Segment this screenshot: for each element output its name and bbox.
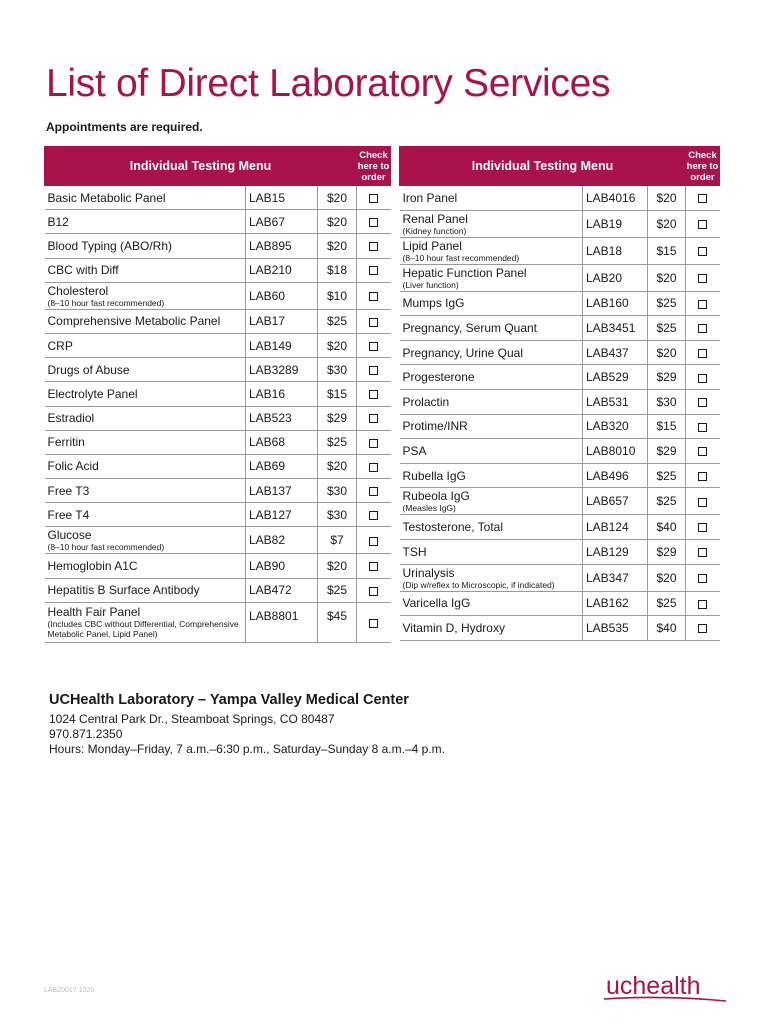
test-price: $15 [318, 382, 357, 406]
test-code: LAB3289 [246, 358, 318, 382]
test-name-cell [45, 186, 246, 210]
order-checkbox-cell [357, 234, 391, 258]
test-name-cell [45, 406, 246, 430]
test-code: LAB69 [246, 454, 318, 478]
test-price: $40 [648, 616, 686, 641]
test-name-cell [45, 454, 246, 478]
right-test-row [400, 488, 720, 515]
test-name: Protime/INR [402, 419, 468, 434]
page-title: List of Direct Laboratory Services [46, 62, 611, 105]
test-price: $30 [648, 389, 686, 414]
test-price: $40 [648, 515, 686, 540]
left-test-row [45, 454, 391, 478]
test-name: Prolactin [402, 394, 450, 409]
left-test-table [44, 146, 391, 643]
right-test-row [400, 291, 720, 316]
test-code: LAB895 [246, 234, 318, 258]
test-code: LAB18 [583, 237, 648, 264]
order-checkbox-cell [357, 282, 391, 309]
test-code: LAB162 [583, 591, 648, 616]
order-checkbox-cell [686, 316, 720, 341]
order-checkbox[interactable] [369, 342, 378, 351]
order-checkbox[interactable] [369, 292, 378, 301]
test-name-cell [400, 340, 583, 365]
test-note: (Kidney function) [402, 225, 467, 236]
test-name-cell [400, 564, 583, 591]
order-checkbox-cell [357, 258, 391, 282]
test-name-cell [400, 591, 583, 616]
order-checkbox-cell [686, 488, 720, 515]
test-note: (8–10 hour fast recommended) [47, 542, 165, 553]
test-price: $20 [318, 554, 357, 578]
test-code: LAB124 [583, 515, 648, 540]
right-test-row [400, 616, 720, 641]
order-checkbox[interactable] [698, 472, 707, 481]
test-code: LAB657 [583, 488, 648, 515]
left-table-header [45, 147, 391, 186]
test-name-cell [45, 333, 246, 357]
left-test-row [45, 309, 391, 333]
test-name-cell [400, 365, 583, 390]
test-code: LAB529 [583, 365, 648, 390]
test-name: Cholesterol [47, 283, 109, 298]
order-checkbox-cell [357, 479, 391, 503]
document-id: LAB20017 1020 [44, 987, 95, 994]
test-price: $20 [318, 234, 357, 258]
test-price: $25 [648, 463, 686, 488]
test-code: LAB531 [583, 389, 648, 414]
right-test-row [400, 237, 720, 264]
order-checkbox-cell [686, 515, 720, 540]
order-checkbox-cell [686, 340, 720, 365]
order-checkbox[interactable] [369, 366, 378, 375]
order-checkbox-cell [357, 210, 391, 234]
left-test-row [45, 503, 391, 527]
right-test-row [400, 264, 720, 291]
test-code: LAB8801 [246, 602, 318, 642]
left-test-row [45, 186, 391, 210]
test-price: $30 [318, 503, 357, 527]
right-header-check: Check here to order [686, 147, 720, 186]
test-name-cell [45, 602, 246, 642]
test-name-cell [400, 389, 583, 414]
test-price: $10 [318, 282, 357, 309]
order-checkbox-cell [357, 358, 391, 382]
order-checkbox[interactable] [698, 220, 707, 229]
test-name-cell [45, 210, 246, 234]
test-code: LAB149 [246, 333, 318, 357]
order-checkbox-cell [686, 564, 720, 591]
test-price: $30 [318, 358, 357, 382]
order-checkbox-cell [686, 237, 720, 264]
right-test-row [400, 463, 720, 488]
test-code: LAB129 [583, 539, 648, 564]
appointments-note: Appointments are required. [46, 120, 203, 134]
order-checkbox[interactable] [369, 463, 378, 472]
left-test-row [45, 554, 391, 578]
test-name: Pregnancy, Serum Quant [402, 320, 538, 335]
test-name-cell [400, 539, 583, 564]
left-test-row [45, 234, 391, 258]
uchealth-logo [604, 968, 728, 1004]
left-test-row [45, 602, 391, 642]
order-checkbox[interactable] [698, 423, 707, 432]
order-checkbox[interactable] [698, 324, 707, 333]
test-name: Ferritin [47, 435, 85, 450]
test-code: LAB16 [246, 382, 318, 406]
test-name-cell [45, 234, 246, 258]
right-test-row [400, 210, 720, 237]
order-checkbox[interactable] [369, 218, 378, 227]
test-note: (8–10 hour fast recommended) [402, 252, 520, 263]
order-checkbox[interactable] [369, 487, 378, 496]
test-note: (Dip w/reflex to Microscopic, if indicated) [402, 579, 555, 590]
order-checkbox-cell [357, 430, 391, 454]
order-checkbox[interactable] [698, 194, 707, 203]
test-price: $20 [648, 564, 686, 591]
test-code: LAB347 [583, 564, 648, 591]
left-header-title: Individual Testing Menu [45, 147, 357, 186]
test-name-cell [400, 291, 583, 316]
test-name: Folic Acid [47, 459, 99, 474]
left-test-row [45, 578, 391, 602]
test-code: LAB19 [583, 210, 648, 237]
order-checkbox-cell [686, 186, 720, 211]
test-name-cell [400, 316, 583, 341]
order-checkbox-cell [686, 264, 720, 291]
right-test-row [400, 365, 720, 390]
left-test-row [45, 282, 391, 309]
order-checkbox-cell [686, 591, 720, 616]
order-checkbox[interactable] [698, 247, 707, 256]
test-price: $29 [648, 365, 686, 390]
test-name: Renal Panel [402, 211, 468, 226]
test-name: Glucose [47, 528, 92, 543]
test-name: CBC with Diff [47, 263, 119, 278]
right-test-row [400, 389, 720, 414]
test-price: $15 [648, 237, 686, 264]
test-price: $25 [648, 316, 686, 341]
order-checkbox-cell [357, 602, 391, 642]
order-checkbox[interactable] [369, 562, 378, 571]
test-code: LAB3451 [583, 316, 648, 341]
order-checkbox[interactable] [369, 414, 378, 423]
order-checkbox-cell [357, 527, 391, 554]
order-checkbox-cell [357, 503, 391, 527]
test-name: Testosterone, Total [402, 520, 504, 535]
right-test-table [399, 146, 720, 641]
test-code: LAB67 [246, 210, 318, 234]
left-test-row [45, 479, 391, 503]
order-checkbox[interactable] [698, 600, 707, 609]
right-test-row [400, 316, 720, 341]
test-name: Iron Panel [402, 190, 458, 205]
left-test-row [45, 358, 391, 382]
test-note: (8–10 hour fast recommended) [47, 297, 165, 308]
test-price: $20 [648, 264, 686, 291]
order-checkbox-cell [357, 578, 391, 602]
right-test-row [400, 591, 720, 616]
order-checkbox-cell [357, 406, 391, 430]
test-note: (Includes CBC without Differential, Comprehensive Metabolic Panel, Lipid Panel) [47, 619, 239, 640]
order-checkbox[interactable] [698, 574, 707, 583]
right-test-row [400, 340, 720, 365]
order-checkbox-cell [357, 382, 391, 406]
test-name: Free T3 [47, 483, 90, 498]
test-name-cell [45, 258, 246, 282]
order-checkbox[interactable] [698, 274, 707, 283]
order-checkbox[interactable] [698, 523, 707, 532]
order-checkbox-cell [686, 210, 720, 237]
test-name-cell [400, 237, 583, 264]
test-name-cell [45, 309, 246, 333]
lab-hours: Hours: Monday–Friday, 7 a.m.–6:30 p.m., Saturday–Sunday 8 a.m.–4 p.m. [49, 742, 445, 756]
right-table-header [400, 147, 720, 186]
test-name-cell [45, 430, 246, 454]
test-name-cell [45, 503, 246, 527]
order-checkbox[interactable] [369, 194, 378, 203]
order-checkbox-cell [686, 389, 720, 414]
test-name-cell [400, 210, 583, 237]
order-checkbox[interactable] [698, 349, 707, 358]
left-test-row [45, 527, 391, 554]
test-code: LAB496 [583, 463, 648, 488]
test-name-cell [45, 479, 246, 503]
test-name: PSA [402, 443, 427, 458]
left-header-check: Check here to order [357, 147, 391, 186]
test-name: Pregnancy, Urine Qual [402, 345, 524, 360]
lab-contact [49, 692, 445, 757]
test-name-cell [400, 186, 583, 211]
right-test-row [400, 414, 720, 439]
order-checkbox-cell [357, 554, 391, 578]
order-checkbox[interactable] [698, 624, 707, 633]
test-name: Drugs of Abuse [47, 362, 130, 377]
order-checkbox[interactable] [369, 242, 378, 251]
test-price: $18 [318, 258, 357, 282]
test-price: $20 [318, 333, 357, 357]
test-name: Comprehensive Metabolic Panel [47, 314, 221, 329]
order-checkbox-cell [357, 309, 391, 333]
test-price: $20 [648, 340, 686, 365]
test-name-cell [400, 463, 583, 488]
test-name-cell [45, 578, 246, 602]
test-code: LAB8010 [583, 439, 648, 464]
test-code: LAB20 [583, 264, 648, 291]
test-name: Hepatic Function Panel [402, 265, 527, 280]
test-name-cell [45, 282, 246, 309]
order-checkbox[interactable] [698, 548, 707, 557]
test-price: $20 [648, 210, 686, 237]
test-name: Basic Metabolic Panel [47, 190, 166, 205]
test-price: $30 [318, 479, 357, 503]
order-checkbox[interactable] [369, 511, 378, 520]
test-code: LAB127 [246, 503, 318, 527]
order-checkbox[interactable] [369, 266, 378, 275]
test-name-cell [400, 515, 583, 540]
right-test-row [400, 539, 720, 564]
order-checkbox-cell [686, 539, 720, 564]
right-test-row [400, 439, 720, 464]
order-checkbox[interactable] [369, 439, 378, 448]
test-code: LAB210 [246, 258, 318, 282]
test-code: LAB15 [246, 186, 318, 210]
test-name-cell [45, 554, 246, 578]
test-name: Hemoglobin A1C [47, 559, 138, 574]
order-checkbox-cell [686, 365, 720, 390]
test-name: Vitamin D, Hydroxy [402, 620, 505, 635]
lab-name: UCHealth Laboratory – Yampa Valley Medical Center [49, 692, 409, 708]
test-code: LAB60 [246, 282, 318, 309]
test-code: LAB82 [246, 527, 318, 554]
order-checkbox-cell [357, 454, 391, 478]
test-name-cell [45, 358, 246, 382]
test-name: Electrolyte Panel [47, 386, 138, 401]
order-checkbox[interactable] [698, 374, 707, 383]
order-checkbox[interactable] [698, 300, 707, 309]
order-checkbox[interactable] [698, 498, 707, 507]
test-name: Urinalysis [402, 565, 455, 580]
test-name: B12 [47, 214, 69, 229]
test-note: (Measles IgG) [402, 503, 456, 514]
order-checkbox[interactable] [369, 537, 378, 546]
test-price: $20 [318, 186, 357, 210]
test-price: $29 [318, 406, 357, 430]
lab-address: 1024 Central Park Dr., Steamboat Springs, CO 80487 [49, 712, 335, 726]
order-checkbox[interactable] [369, 390, 378, 399]
order-checkbox[interactable] [369, 318, 378, 327]
test-name-cell [45, 382, 246, 406]
test-name: Estradiol [47, 411, 95, 426]
test-name-cell [400, 439, 583, 464]
left-test-row [45, 258, 391, 282]
left-test-row [45, 333, 391, 357]
test-name: Rubeola IgG [402, 489, 470, 504]
test-price: $15 [648, 414, 686, 439]
test-price: $25 [318, 430, 357, 454]
test-name-cell [400, 616, 583, 641]
right-test-row [400, 515, 720, 540]
test-name: Lipid Panel [402, 238, 462, 253]
order-checkbox-cell [357, 186, 391, 210]
test-price: $20 [318, 454, 357, 478]
order-checkbox-cell [686, 616, 720, 641]
test-code: LAB17 [246, 309, 318, 333]
order-checkbox[interactable] [698, 447, 707, 456]
test-price: $25 [648, 591, 686, 616]
test-code: LAB535 [583, 616, 648, 641]
test-name: Mumps IgG [402, 296, 465, 311]
test-name: Health Fair Panel [47, 605, 141, 620]
test-code: LAB137 [246, 479, 318, 503]
test-price: $25 [648, 291, 686, 316]
test-code: LAB68 [246, 430, 318, 454]
test-name-cell [400, 488, 583, 515]
test-name: Free T4 [47, 507, 90, 522]
test-name: Rubella IgG [402, 468, 466, 483]
order-checkbox-cell [357, 333, 391, 357]
left-test-row [45, 406, 391, 430]
test-price: $20 [318, 210, 357, 234]
right-test-row [400, 564, 720, 591]
order-checkbox[interactable] [369, 619, 378, 628]
left-test-row [45, 210, 391, 234]
logo-wordmark: uchealth [606, 972, 701, 1000]
test-price: $45 [318, 602, 357, 642]
test-code: LAB90 [246, 554, 318, 578]
test-code: LAB472 [246, 578, 318, 602]
test-name: Blood Typing (ABO/Rh) [47, 238, 173, 253]
test-price: $25 [318, 578, 357, 602]
test-name: CRP [47, 338, 73, 353]
test-name-cell [400, 264, 583, 291]
right-header-title: Individual Testing Menu [400, 147, 686, 186]
test-note: (Liver function) [402, 279, 459, 290]
test-code: LAB437 [583, 340, 648, 365]
test-name: Varicella IgG [402, 596, 471, 611]
test-name: TSH [402, 544, 427, 559]
test-name-cell [400, 414, 583, 439]
test-price: $7 [318, 527, 357, 554]
left-test-row [45, 430, 391, 454]
test-name: Progesterone [402, 370, 475, 385]
test-price: $29 [648, 439, 686, 464]
order-checkbox[interactable] [369, 587, 378, 596]
right-test-row [400, 186, 720, 211]
order-checkbox-cell [686, 414, 720, 439]
left-test-row [45, 382, 391, 406]
test-name-cell [45, 527, 246, 554]
test-name: Hepatitis B Surface Antibody [47, 583, 200, 598]
test-code: LAB4016 [583, 186, 648, 211]
test-price: $25 [318, 309, 357, 333]
lab-phone: 970.871.2350 [49, 727, 123, 741]
test-price: $29 [648, 539, 686, 564]
test-price: $25 [648, 488, 686, 515]
test-code: LAB160 [583, 291, 648, 316]
test-code: LAB523 [246, 406, 318, 430]
order-checkbox-cell [686, 291, 720, 316]
order-checkbox[interactable] [698, 398, 707, 407]
test-price: $20 [648, 186, 686, 211]
order-checkbox-cell [686, 463, 720, 488]
order-checkbox-cell [686, 439, 720, 464]
test-code: LAB320 [583, 414, 648, 439]
